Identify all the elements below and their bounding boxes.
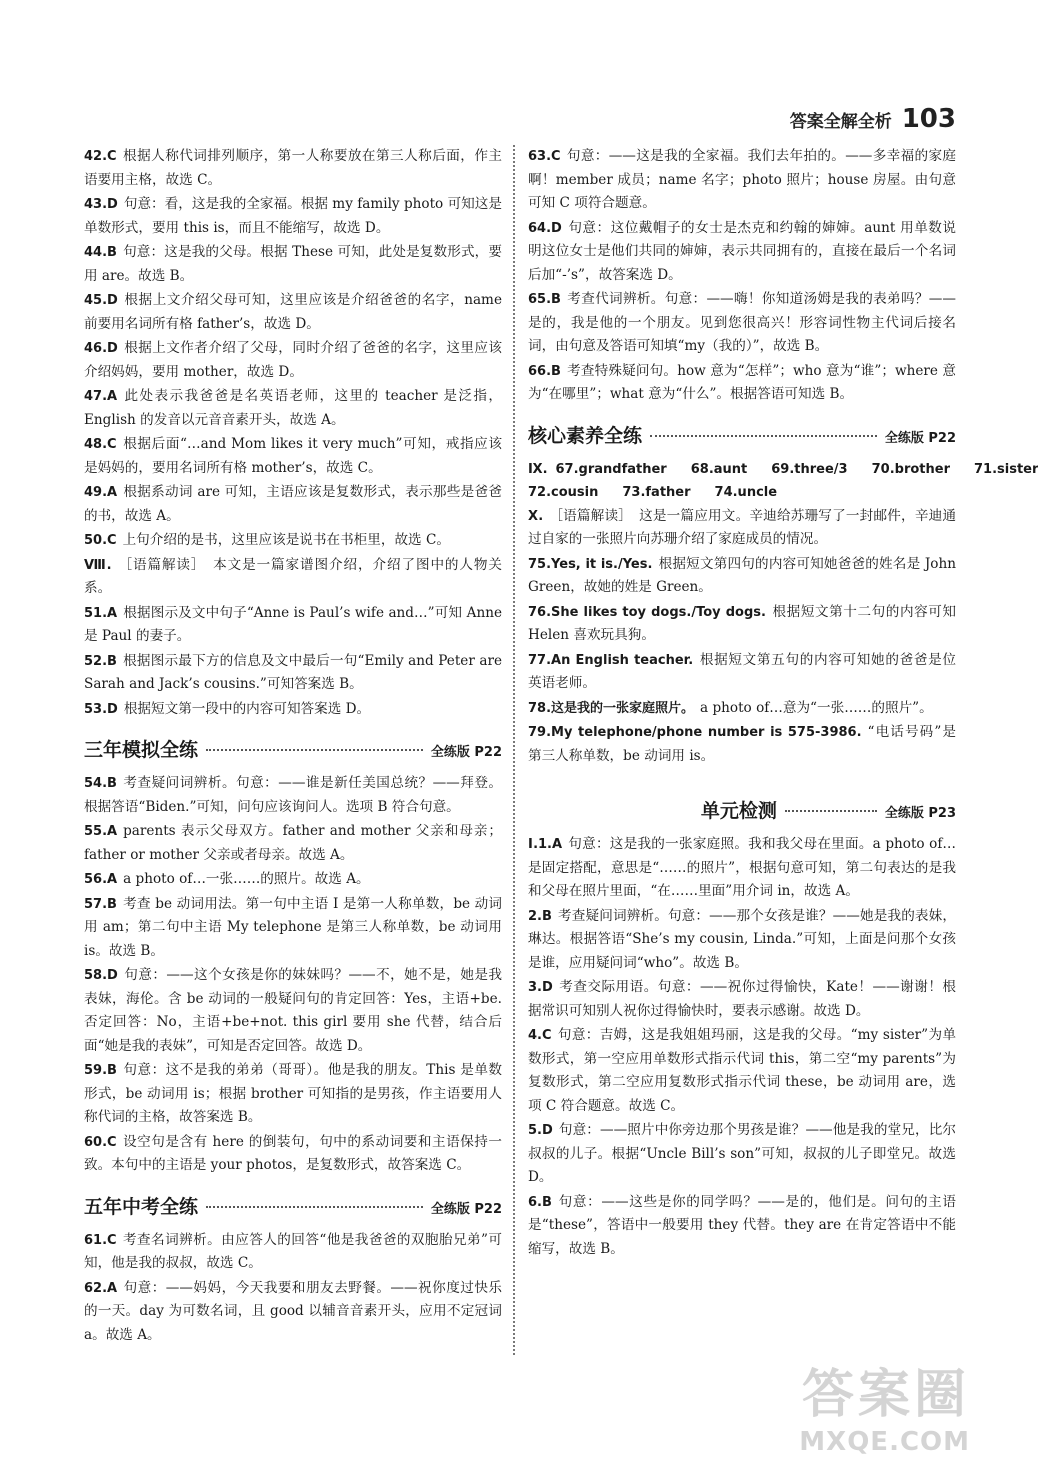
answer-entry (84, 1277, 502, 1348)
answer-explanation: 句意：这不是我的弟弟（哥哥）。他是我的朋友。This 是单数形式，be 动词用 is；根据 brother 可知指的是男孩，作主语要用人称代词的主格，故答案选 B。 (84, 1062, 502, 1125)
answer-explanation: a photo of…意为“一张……的照片”。 (700, 699, 933, 716)
answer-number: 63.C (528, 149, 561, 164)
answer-explanation: “电话号码”是第三人称单数，be 动词用 is。 (528, 724, 956, 764)
answer-entry (84, 650, 502, 697)
answer-item: 73.father (622, 485, 691, 500)
answer-number: 75.Yes, it is./Yes. (528, 556, 653, 572)
right-entries-a (528, 145, 956, 407)
answer-number: Ⅷ. (84, 557, 112, 573)
answer-entry (84, 1059, 502, 1130)
answer-entry (84, 385, 502, 432)
section-leader-dots (206, 1206, 423, 1208)
left-column (84, 145, 502, 1348)
answer-entry (84, 289, 502, 336)
answer-entry (84, 529, 502, 553)
answer-entry (84, 893, 502, 964)
answer-entry (528, 1024, 956, 1118)
answer-number: Ⅹ. (528, 508, 544, 524)
section-title: 三年模拟全练 (84, 739, 199, 761)
answer-entry (84, 145, 502, 192)
page-header (790, 104, 956, 134)
answer-number: 44.B (84, 245, 117, 260)
answer-entry (528, 649, 956, 696)
answer-explanation: 上句介绍的是书，这里应该是说书在书柜里，故选 C。 (122, 532, 450, 548)
left-entries-c (84, 1229, 502, 1348)
answer-number: 6.B (528, 1194, 552, 1210)
answer-entry (528, 976, 956, 1023)
answer-explanation: 考查特殊疑问句。how 意为“怎样”；who 意为“谁”；where 意为“在哪里”；what 意为“什么”。根据答语可知选 B。 (528, 362, 956, 402)
answer-explanation: 根据上文作者介绍了父母，同时介绍了爸爸的名字，这里应该介绍妈妈，要用 mother，故选 D。 (84, 340, 502, 380)
answer-item: 70.brother (871, 461, 950, 477)
answer-number: 66.B (528, 363, 561, 379)
answer-number: 51.A (84, 605, 118, 621)
answer-item: 69.three/3 (771, 461, 848, 477)
answer-entry (528, 833, 956, 904)
answer-explanation: 考查名词辨析。由应答人的回答“他是我爸爸的双胞胎兄弟”可知，他是我的叔叔，故选 C。 (84, 1231, 502, 1271)
answer-entry (84, 337, 502, 384)
answer-entry (84, 820, 502, 867)
answer-explanation: 句意：——妈妈，今天我要和朋友去野餐。——祝你度过快乐的一天。day 为可数名词，且 good 以辅音音素开头，应用不定冠词 a。故选 A。 (84, 1279, 502, 1343)
answer-explanation: parents 表示父母双方。father and mother 父亲和母亲；father or mother 父亲或者母亲。故选 A。 (84, 823, 502, 863)
left-entries-b (84, 772, 502, 1178)
answer-explanation: ［语篇解读］ 本文是一篇家谱图介绍，介绍了图中的人物关系。 (84, 556, 502, 596)
answer-item: 67.grandfather (555, 461, 667, 477)
section-title: 核心素养全练 (528, 424, 643, 447)
answer-number: 79.My telephone/phone number is 575-3986. (528, 725, 862, 740)
answer-explanation: 考查交际用语。句意：——祝你过得愉快，Kate！——谢谢！根据常识可知别人祝你过得愉快时，要表示感谢。故选 D。 (528, 979, 956, 1019)
answer-entry (528, 721, 956, 768)
answer-explanation: 考查代词辨析。句意：——嗨！你知道汤姆是我的表弟吗？——是的，我是他的一个朋友。见到您很高兴！形容词性物主代词后接名词，由句意及答语可知填“my（我的）”，故选 B。 (528, 291, 956, 354)
answer-number: 48.C (84, 437, 117, 452)
section-leader-dots (650, 435, 877, 437)
answer-entry (84, 433, 502, 480)
answer-entry (84, 964, 502, 1058)
answer-explanation: 句意：吉姆，这是我姐姐玛丽，这是我的父母。“my sister”为单数形式，第一空应用单数形式指示代词 this，第二空“my parents”为复数形式，第二空应用复数形式指示代词 these，be 动词用 are，选项 C 符合题意。故选 C。 (528, 1027, 956, 1114)
right-entries-b (528, 505, 956, 769)
answer-number: 49.A (84, 485, 118, 500)
answer-number: 57.B (84, 896, 117, 912)
answer-entry (528, 905, 956, 976)
answer-explanation: 根据图示及文中句子“Anne is Paul’s wife and…”可知 Anne 是 Paul 的妻子。 (84, 604, 502, 644)
section-header-hexin (528, 421, 956, 448)
answer-number: 61.C (84, 1232, 117, 1248)
answer-number: 64.D (528, 220, 562, 236)
watermark (799, 1352, 970, 1457)
answer-entry (84, 481, 502, 528)
answer-number: 5.D (528, 1123, 553, 1138)
answer-explanation: 根据系动词 are 可知，主语应该是复数形式，表示那些是爸爸的书，故选 A。 (84, 484, 502, 524)
section-leader-dots (206, 749, 423, 751)
watermark-logo: 答案圈 (801, 1365, 970, 1425)
answer-number: 78.这是我的一张家庭照片。 (528, 700, 695, 716)
answer-item: 71.sister (973, 461, 1038, 477)
ix-label: Ⅸ. (528, 461, 548, 477)
answer-entry (84, 868, 502, 892)
column-divider (513, 145, 515, 1355)
answer-explanation: 句意：——这些是你的同学吗？——是的，他们是。问句的主语是“these”，答语中一般要用 they 代替。they are 在肯定答语中不能缩写，故选 B。 (528, 1193, 956, 1257)
answer-explanation: 此处表示我爸爸是名英语老师，这里的 teacher 是泛指，English 的发音以元音音素开头，故选 A。 (84, 388, 502, 428)
answer-number: 77.An English teacher. (528, 652, 694, 668)
answer-explanation: 句意：看，这是我的全家福。根据 my family photo 可知这是单数形式，要用 this is，而且不能缩写，故选 D。 (84, 196, 502, 236)
answer-explanation: 考查疑问词辨析。句意：——那个女孩是谁？——她是我的表妹，琳达。根据答语“She’s my cousin, Linda.”可知，上面是问那个女孩是谁，应用疑问词“who”。故选 B。 (528, 907, 956, 971)
answer-entry (528, 1119, 956, 1190)
section-leader-dots (785, 810, 877, 812)
answer-explanation: 句意：这是我的父母。根据 These 可知，此处是复数形式，要用 are。故选 B。 (84, 244, 502, 284)
answer-number: 46.D (84, 341, 118, 356)
answer-number: 50.C (84, 533, 117, 548)
answer-explanation: 考查疑问词辨析。句意：——谁是新任美国总统？——拜登。根据答语“Biden.”可知，问句应该询问人。选项 B 符合句意。 (84, 775, 502, 815)
section-header-sannian (84, 735, 502, 762)
right-column (528, 145, 1038, 1262)
answer-explanation: a photo of…一张……的照片。故选 A。 (123, 871, 370, 887)
answer-explanation: 根据上文介绍父母可知，这里应该是介绍爸爸的名字，name 前要用名词所有格 father’s，故选 D。 (84, 292, 502, 332)
answer-number: 54.B (84, 776, 117, 791)
answer-item: 68.aunt (690, 461, 748, 477)
answer-entry (84, 772, 502, 819)
left-entries-a (84, 145, 502, 721)
answer-number: 3.D (528, 980, 553, 995)
header-title: 答案全解全析 (789, 111, 892, 132)
answer-entry (84, 241, 502, 288)
answer-entry (528, 360, 956, 407)
answer-number: 62.A (84, 1280, 118, 1296)
answer-number: 58.D (84, 968, 118, 983)
answer-entry (528, 601, 956, 648)
section-ref: 全练版 P22 (430, 745, 502, 760)
answer-entry (84, 1229, 502, 1276)
answer-entry (84, 554, 502, 601)
answer-explanation: 根据后面“…and Mom likes it very much”可知，戒指应该是妈妈的，要用名词所有格 mother’s，故选 C。 (84, 436, 502, 476)
answer-number: 65.B (528, 292, 561, 307)
answer-explanation: 句意：——照片中你旁边那个男孩是谁？——他是我的堂兄，比尔叔叔的儿子。根据“Uncle Bill’s son”可知，叔叔的儿子即堂兄。故选 D。 (528, 1122, 956, 1185)
answer-row-ix-1 (528, 458, 1038, 482)
section-header-wunian (84, 1192, 502, 1219)
answer-explanation: 设空句是含有 here 的倒装句，句中的系动词要和主语保持一致。本句中的主语是 your photos，是复数形式，故答案选 C。 (84, 1133, 502, 1173)
answer-entry (84, 193, 502, 240)
answer-explanation: 根据图示最下方的信息及文中最后一句“Emily and Peter are Sarah and Jack’s cousins.”可知答案选 B。 (84, 652, 502, 692)
answer-entry (528, 1191, 956, 1262)
answer-explanation: 考查 be 动词用法。第一句中主语 I 是第一人称单数，be 动词用 am；第二句中主语 My telephone 是第三人称单数，be 动词用 is。故选 B。 (84, 895, 502, 959)
answer-number: 4.C (528, 1028, 552, 1043)
answer-explanation: 根据人称代词排列顺序，第一人称要放在第三人称后面，作主语要用主格，故选 C。 (84, 148, 502, 188)
answer-explanation: 句意：——这是我的全家福。我们去年拍的。——多幸福的家庭啊！member 成员；name 名字；photo 照片；house 房屋。由句意可知 C 项符合题意。 (528, 148, 956, 211)
answer-number: 53.D (84, 701, 118, 717)
answer-entry (528, 505, 956, 552)
answer-entry (528, 145, 956, 216)
watermark-url: MXQE.COM (799, 1427, 970, 1457)
answer-explanation: 根据短文第十二句的内容可知 Helen 喜欢玩具狗。 (528, 603, 957, 643)
answer-number: 52.B (84, 653, 117, 669)
answer-number: 60.C (84, 1134, 117, 1150)
answer-number: 56.A (84, 872, 118, 887)
answer-entry (84, 698, 502, 722)
answer-explanation: 根据短文第四句的内容可知她爸爸的姓名是 John Green，故她的姓是 Green。 (528, 555, 957, 595)
answer-entry (84, 1131, 502, 1178)
answer-explanation: 根据短文第五句的内容可知她的爸爸是位英语老师。 (528, 651, 956, 691)
answer-explanation: 句意：这是我的一张家庭照。我和我父母在里面。a photo of…是固定搭配，意思是“……的照片”，根据句意可知，第二句表达的是我和父母在照片里面，“在……里面”用介词 in，故选 A。 (528, 836, 956, 899)
right-entries-c (528, 833, 956, 1261)
answer-entry (84, 602, 502, 649)
answer-number: 2.B (528, 908, 552, 924)
answer-number: 43.D (84, 197, 118, 212)
answer-number: Ⅰ.1.A (528, 837, 563, 852)
answer-item: 74.uncle (714, 485, 778, 500)
answer-explanation: 句意：这位戴帽子的女士是杰克和约翰的婶婶。aunt 用单数说明这位女士是他们共同的婶婶，表示共同拥有的，直接在最后一个名词后加“-’s”，故答案选 D。 (528, 219, 956, 283)
section-title: 五年中考全练 (84, 1195, 199, 1218)
answer-row-ix-2 (528, 481, 956, 505)
answer-number: 47.A (84, 389, 118, 404)
answer-explanation: 句意：——这个女孩是你的妹妹吗？——不，她不是，她是我表妹，海伦。含 be 动词的一般疑问句的肯定回答：Yes，主语+be. 否定回答：No，主语+be+not. this girl 要用 she 代替，结合后面“她是我的表妹”，可知是否定回答。故选 D。 (84, 967, 502, 1054)
answer-entry (528, 553, 956, 600)
page-number: 103 (901, 104, 956, 134)
answer-explanation: ［语篇解读］ 这是一篇应用文。辛迪给苏珊写了一封邮件，辛迪通过自家的一张照片向苏珊介绍了家庭成员的情况。 (528, 507, 956, 547)
answer-number: 42.C (84, 149, 117, 164)
answer-explanation: 根据短文第一段中的内容可知答案选 D。 (123, 700, 371, 717)
answer-entry (528, 288, 956, 359)
answer-number: 45.D (84, 293, 118, 308)
section-header-danyuan (528, 796, 956, 823)
answer-number: 76.She likes toy dogs./Toy dogs. (528, 604, 766, 620)
section-title: 单元检测 (700, 800, 777, 822)
section-ref: 全练版 P22 (884, 430, 956, 446)
answer-item: 72.cousin (528, 485, 599, 500)
section-ref: 全练版 P22 (430, 1201, 502, 1217)
answer-entry (528, 697, 956, 721)
answer-entry (528, 217, 956, 288)
answer-number: 55.A (84, 824, 118, 839)
answer-number: 59.B (84, 1063, 117, 1078)
section-ref: 全练版 P23 (884, 806, 956, 821)
